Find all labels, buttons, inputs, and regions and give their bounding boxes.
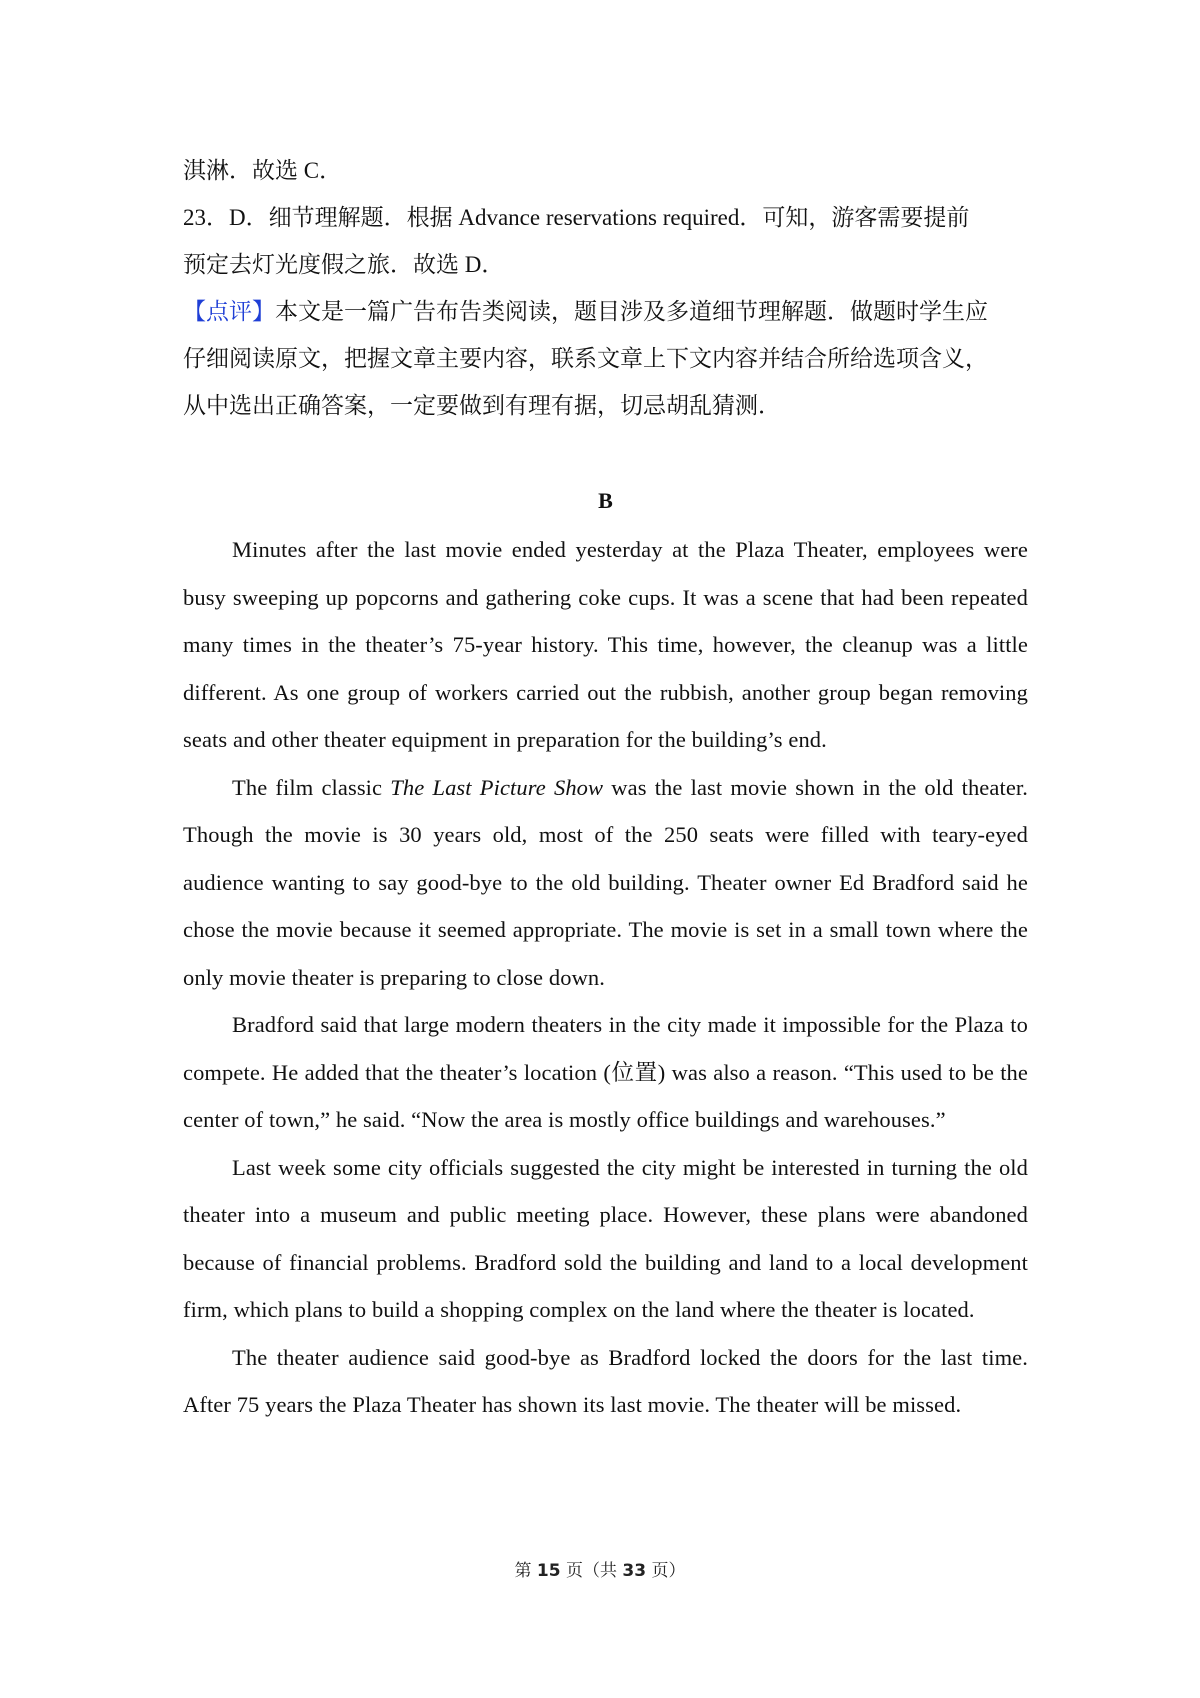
comment-line-3: 从中选出正确答案，一定要做到有理有据，切忌胡乱猜测． (183, 393, 781, 418)
page-number: 15 (536, 1561, 561, 1581)
total-pages: 33 (622, 1561, 647, 1581)
passage-paragraph-1: Minutes after the last movie ended yesterday at the Plaza Theater, employees were busy sweeping up popcorns and gathering coke cups. It was a scene that had been repeated many times in the theater’s 75-year history. This time, however, the cleanup was a little different. As one group of workers carried out the rubbish, another group began removing seats and other theater equipment in preparation for the building’s end. (183, 537, 1028, 752)
reading-passage (183, 526, 1028, 1429)
paragraph-2-before-title: The film classic (232, 774, 391, 800)
paragraph-2-after-title: was the last movie shown in the old theater. Though the movie is 30 years old, most of the 250 seats were filled with teary-eyed audience wanting to say good-bye to the old building. Theater owner Ed Bradford said he chose the movie because it seemed appropriate. The movie is set in a small town where the only movie theater is preparing to close down. (183, 774, 1028, 990)
movie-title: The Last Picture Show (390, 774, 604, 800)
footer-prefix: 第 (514, 1561, 537, 1581)
passage-paragraph-2 (183, 764, 1028, 1002)
page-content (183, 147, 1028, 1429)
passage-paragraph-5: The theater audience said good-bye as Bradford locked the doors for the last time. After 75 years the Plaza Theater has shown its last movie. The theater will be missed. (183, 1344, 1028, 1417)
answer-explanations (183, 147, 1028, 288)
answer-line-1: 淇淋．故选 C． (183, 158, 343, 183)
comment-label: 【点评】 (183, 299, 275, 324)
passage-paragraph-3: Bradford said that large modern theaters in the city made it impossible for the Plaza to compete. He added that the theater’s location (位置) was also a reason. “This used to be the center of town,” he said. “Now the area is mostly office buildings and warehouses.” (183, 1012, 1028, 1132)
footer-middle: 页（共 (560, 1561, 623, 1581)
answer-line-3: 预定去灯光度假之旅．故选 D． (183, 252, 505, 277)
section-title: B (598, 488, 613, 513)
comment-line-1 (183, 288, 1028, 335)
comment-line-2: 仔细阅读原文，把握文章主要内容，联系文章上下文内容并结合所给选项含义， (183, 346, 988, 371)
page-footer (0, 1556, 1200, 1581)
passage-paragraph-4: Last week some city officials suggested the city might be interested in turning the old theater into a museum and public meeting place. However, these plans were abandoned because of financial problems. Bradford sold the building and land to a local development firm, which plans to build a shopping complex on the land where the theater is located. (183, 1154, 1028, 1322)
answer-line-2: 23．D．细节理解题．根据 Advance reservations required．可知，游客需要提前 (183, 205, 970, 230)
comment-block (183, 288, 1028, 429)
comment-text-1: 本文是一篇广告布告类阅读，题目涉及多道细节理解题．做题时学生应 (275, 299, 988, 324)
footer-suffix: 页） (646, 1561, 686, 1581)
